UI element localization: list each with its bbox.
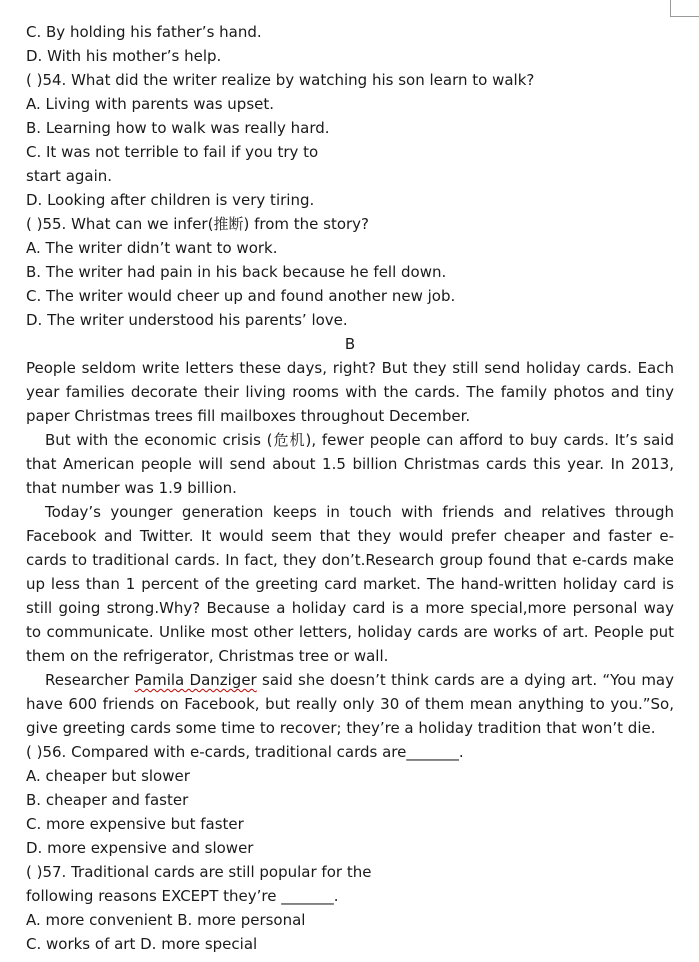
passage-paragraph-2: But with the economic crisis (危机), fewer people can afford to buy cards. It’s said that American people will send about 1.5 billion Christmas cards this year. In 2013, that number was 1.9 billion.: [26, 431, 674, 497]
q57-stem-line1: ( )57. Traditional cards are still popular for the: [26, 863, 372, 881]
paragraph-4-rest: said she doesn’t think cards are a dying art. “You may have 600 friends on Facebook, but really only 30 of them mean anything to you.”So, give greeting cards some time to recover; they’re a holiday tradition that won’t die.: [26, 671, 674, 737]
page-corner-mark: [670, 0, 699, 17]
passage-paragraph-1: People seldom write letters these days, right? But they still send holiday cards. Each year families decorate their living rooms with the cards. The family photos and tiny paper Christmas trees fill mailboxes throughout December.: [26, 359, 674, 425]
section-heading-b: B: [344, 335, 356, 353]
passage-paragraph-4: [26, 668, 674, 740]
q54-option-b: B. Learning how to walk was really hard.: [26, 119, 330, 137]
q55-option-c: C. The writer would cheer up and found another new job.: [26, 287, 456, 305]
q57-options-cd: C. works of art D. more special: [26, 935, 258, 953]
q54-option-d: D. Looking after children is very tiring.: [26, 191, 315, 209]
q56-option-a: A. cheaper but slower: [26, 767, 190, 785]
q56-stem: ( )56. Compared with e-cards, traditional cards are_______.: [26, 743, 464, 761]
paragraph-4-lead: Researcher: [45, 671, 135, 689]
q54-stem: ( )54. What did the writer realize by watching his son learn to walk?: [26, 71, 535, 89]
q55-stem: ( )55. What can we infer(推断) from the story?: [26, 215, 370, 233]
passage-paragraph-3: Today’s younger generation keeps in touch with friends and relatives through Facebook and Twitter. It would seem that they would prefer cheaper and faster e-cards to traditional cards. In fact, they don’t.Research group found that e-cards make up less than 1 percent of the greeting card market. The hand-written holiday card is still going strong.Why? Because a holiday card is a more special,more personal way to communicate. Unlike most other letters, holiday cards are works of art. People put them on the refrigerator, Christmas tree or wall.: [26, 503, 674, 665]
q54-option-c-line1: C. It was not terrible to fail if you try to: [26, 143, 319, 161]
q53-option-c: C. By holding his father’s hand.: [26, 23, 262, 41]
researcher-name: Pamila Danziger: [134, 671, 257, 689]
q57-stem-line2: following reasons EXCEPT they’re _______.: [26, 887, 339, 905]
q56-option-c: C. more expensive but faster: [26, 815, 244, 833]
q54-option-a: A. Living with parents was upset.: [26, 95, 275, 113]
q54-option-c-line2: start again.: [26, 167, 113, 185]
q55-option-b: B. The writer had pain in his back because he fell down.: [26, 263, 447, 281]
q56-option-d: D. more expensive and slower: [26, 839, 254, 857]
q57-options-ab: A. more convenient B. more personal: [26, 911, 306, 929]
q56-option-b: B. cheaper and faster: [26, 791, 189, 809]
q55-option-a: A. The writer didn’t want to work.: [26, 239, 278, 257]
document-body: [26, 20, 674, 956]
q55-option-d: D. The writer understood his parents’ love.: [26, 311, 348, 329]
q53-option-d: D. With his mother’s help.: [26, 47, 222, 65]
